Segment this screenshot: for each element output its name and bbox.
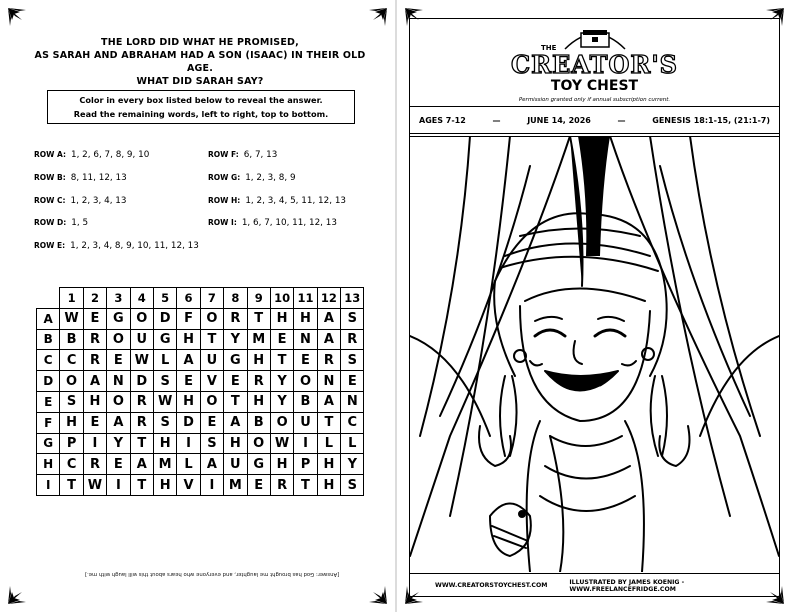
- palm-leaf-corner-icon: [363, 6, 389, 32]
- grid-cell[interactable]: R: [83, 329, 106, 350]
- grid-cell[interactable]: W: [130, 350, 153, 371]
- grid-cell[interactable]: I: [177, 433, 200, 454]
- grid-row-letter: E: [37, 391, 60, 412]
- grid-cell[interactable]: W: [83, 475, 106, 496]
- grid-column-number: 10: [270, 288, 293, 309]
- grid-cell[interactable]: U: [294, 412, 317, 433]
- grid-column-number: 11: [294, 288, 317, 309]
- upside-down-answer: [Answer: God has brought me laughter, and everyone who hears about this will laugh with me.]: [85, 571, 340, 577]
- grid-cell[interactable]: H: [294, 308, 317, 329]
- grid-cell[interactable]: M: [224, 475, 247, 496]
- info-bar: [409, 106, 780, 134]
- grid-column-number: 1: [60, 288, 83, 309]
- grid-row-letter: I: [37, 475, 60, 496]
- grid-cell[interactable]: O: [130, 308, 153, 329]
- row-value: 8, 11, 12, 13: [70, 172, 127, 183]
- question-line: THE LORD DID WHAT HE PROMISED,: [101, 37, 299, 48]
- grid-cell[interactable]: R: [83, 350, 106, 371]
- grid-cell[interactable]: H: [270, 308, 293, 329]
- grid-cell[interactable]: C: [341, 412, 364, 433]
- grid-cell[interactable]: P: [60, 433, 83, 454]
- row-clue: [208, 190, 346, 213]
- grid-row-letter: D: [37, 371, 60, 392]
- grid-cell[interactable]: T: [130, 475, 153, 496]
- grid-cell[interactable]: H: [177, 391, 200, 412]
- grid-cell[interactable]: O: [200, 391, 223, 412]
- palm-leaf-corner-icon: [6, 580, 32, 606]
- grid-cell[interactable]: W: [153, 391, 176, 412]
- grid-cell[interactable]: H: [83, 391, 106, 412]
- grid-cell[interactable]: H: [224, 433, 247, 454]
- grid-cell[interactable]: O: [200, 308, 223, 329]
- grid-column-number: 9: [247, 288, 270, 309]
- row-value: 6, 7, 13: [243, 150, 278, 160]
- grid-cell[interactable]: L: [341, 433, 364, 454]
- grid-cell[interactable]: V: [177, 475, 200, 496]
- grid-cell[interactable]: M: [153, 454, 176, 475]
- grid-row-letter: A: [37, 308, 60, 329]
- grid-row-letter: G: [37, 433, 60, 454]
- row-label: ROW D:: [34, 218, 67, 228]
- palm-leaf-corner-icon: [6, 6, 32, 32]
- grid-column-number: 13: [341, 288, 364, 309]
- grid-row: [37, 412, 364, 433]
- grid-cell[interactable]: R: [130, 391, 153, 412]
- grid-column-number: 2: [83, 288, 106, 309]
- grid-cell[interactable]: E: [294, 350, 317, 371]
- row-value: 1, 2, 3, 4, 8, 9, 10, 11, 12, 13: [70, 241, 199, 252]
- coloring-page: [397, 0, 792, 612]
- row-clue: [34, 235, 199, 258]
- row-clue: [34, 190, 199, 213]
- grid-cell[interactable]: H: [60, 412, 83, 433]
- grid-cell[interactable]: B: [247, 412, 270, 433]
- grid-cell[interactable]: Y: [224, 329, 247, 350]
- grid-cell[interactable]: E: [200, 412, 223, 433]
- row-label: ROW B:: [34, 172, 66, 182]
- grid-cell[interactable]: Y: [270, 391, 293, 412]
- instructions-box: [47, 90, 355, 124]
- grid-header-row: [37, 288, 364, 309]
- grid-cell[interactable]: H: [153, 433, 176, 454]
- permission-note: Permission granted only if annual subscription current.: [518, 97, 671, 103]
- grid-cell[interactable]: N: [107, 371, 130, 392]
- grid-row-letter: F: [37, 412, 60, 433]
- grid-cell[interactable]: R: [317, 350, 340, 371]
- puzzle-question: [20, 36, 380, 88]
- grid-cell[interactable]: O: [60, 371, 83, 392]
- grid-cell[interactable]: A: [83, 371, 106, 392]
- logo-title: CREATOR'S: [510, 50, 679, 79]
- separator: —: [617, 115, 626, 125]
- grid-column-number: 8: [224, 288, 247, 309]
- grid-cell[interactable]: O: [107, 329, 130, 350]
- grid-cell[interactable]: L: [177, 454, 200, 475]
- grid-cell[interactable]: W: [270, 433, 293, 454]
- grid-cell[interactable]: H: [153, 475, 176, 496]
- grid-cell[interactable]: R: [247, 371, 270, 392]
- grid-cell[interactable]: T: [270, 350, 293, 371]
- grid-cell[interactable]: T: [317, 412, 340, 433]
- row-clue: [34, 144, 199, 167]
- grid-row: [37, 391, 364, 412]
- grid-cell[interactable]: N: [317, 371, 340, 392]
- grid-cell[interactable]: E: [83, 412, 106, 433]
- row-value: 1, 2, 3, 4, 5, 11, 12, 13: [245, 195, 347, 206]
- logo-the: THE: [541, 44, 557, 52]
- grid-cell[interactable]: R: [83, 454, 106, 475]
- age-range: AGES 7-12: [419, 115, 466, 125]
- grid-cell[interactable]: T: [224, 391, 247, 412]
- grid-cell[interactable]: V: [200, 371, 223, 392]
- illustrator-credit: ILLUSTRATED BY JAMES KOENIG - WWW.FREELANCEFRIDGE.COM: [569, 578, 685, 593]
- grid-column-number: 12: [317, 288, 340, 309]
- grid-cell[interactable]: F: [177, 308, 200, 329]
- grid-cell[interactable]: S: [153, 371, 176, 392]
- row-label: ROW A:: [34, 150, 66, 159]
- grid-cell[interactable]: G: [153, 329, 176, 350]
- grid-cell[interactable]: T: [130, 433, 153, 454]
- row-label: ROW F:: [208, 150, 239, 159]
- grid-cell[interactable]: A: [177, 350, 200, 371]
- grid-cell[interactable]: Y: [270, 371, 293, 392]
- grid-row-letter: H: [37, 454, 60, 475]
- grid-cell[interactable]: Y: [341, 454, 364, 475]
- toy-chest-icon: [559, 25, 631, 51]
- row-clue: [34, 167, 199, 190]
- grid-cell[interactable]: E: [83, 308, 106, 329]
- website-link[interactable]: WWW.CREATORSTOYCHEST.COM: [435, 582, 548, 589]
- grid-column-number: 7: [200, 288, 223, 309]
- grid-row: [37, 454, 364, 475]
- row-value: 1, 2, 3, 4, 13: [70, 195, 127, 206]
- grid-cell[interactable]: H: [317, 454, 340, 475]
- grid-cell[interactable]: E: [177, 371, 200, 392]
- grid-cell[interactable]: R: [130, 412, 153, 433]
- row-label: ROW H:: [208, 195, 241, 205]
- grid-cell[interactable]: A: [200, 454, 223, 475]
- grid-row-letter: B: [37, 329, 60, 350]
- grid-cell[interactable]: D: [177, 412, 200, 433]
- grid-cell[interactable]: D: [153, 308, 176, 329]
- grid-cell[interactable]: E: [224, 371, 247, 392]
- grid-cell[interactable]: G: [224, 350, 247, 371]
- row-label: ROW I:: [208, 218, 237, 228]
- grid-cell[interactable]: D: [130, 371, 153, 392]
- row-clue: [208, 167, 346, 190]
- grid-cell[interactable]: A: [130, 454, 153, 475]
- grid-cell[interactable]: S: [60, 391, 83, 412]
- palm-leaf-corner-icon: [363, 580, 389, 606]
- grid-cell[interactable]: P: [294, 454, 317, 475]
- row-value: 1, 2, 6, 7, 8, 9, 10: [70, 150, 150, 160]
- grid-cell[interactable]: H: [270, 454, 293, 475]
- instruction-line: Read the remaining words, left to right, top to bottom.: [73, 109, 329, 119]
- grid-cell[interactable]: I: [83, 433, 106, 454]
- grid-cell[interactable]: U: [130, 329, 153, 350]
- row-list-left: [34, 144, 199, 258]
- grid-cell[interactable]: R: [224, 308, 247, 329]
- sarah-coloring-illustration: [410, 136, 779, 572]
- grid-cell[interactable]: S: [153, 412, 176, 433]
- row-value: 1, 6, 7, 10, 11, 12, 13: [241, 218, 337, 229]
- row-list-right: [208, 144, 346, 235]
- grid-cell[interactable]: B: [60, 329, 83, 350]
- grid-cell[interactable]: U: [200, 350, 223, 371]
- grid-cell[interactable]: O: [294, 371, 317, 392]
- grid-cell[interactable]: L: [317, 433, 340, 454]
- grid-cell[interactable]: E: [107, 454, 130, 475]
- row-clue: [208, 212, 346, 235]
- grid-cell[interactable]: A: [317, 391, 340, 412]
- scripture-reference: GENESIS 18:1-15, (21:1-7): [652, 115, 770, 125]
- grid-cell[interactable]: G: [247, 454, 270, 475]
- grid-cell[interactable]: N: [294, 329, 317, 350]
- grid-column-number: 5: [153, 288, 176, 309]
- grid-cell[interactable]: H: [177, 329, 200, 350]
- grid-cell[interactable]: L: [153, 350, 176, 371]
- logo: [409, 20, 780, 110]
- grid-cell[interactable]: S: [341, 308, 364, 329]
- grid-row: [37, 350, 364, 371]
- grid-cell[interactable]: I: [294, 433, 317, 454]
- grid-cell[interactable]: A: [317, 329, 340, 350]
- grid-cell[interactable]: S: [200, 433, 223, 454]
- grid-cell[interactable]: H: [317, 475, 340, 496]
- row-value: 1, 2, 3, 8, 9: [245, 172, 296, 183]
- footer-bar: [409, 573, 780, 597]
- grid-cell[interactable]: T: [60, 475, 83, 496]
- question-line: AS SARAH AND ABRAHAM HAD A SON (ISAAC) IN THEIR OLD AGE.: [34, 50, 366, 74]
- grid-cell[interactable]: T: [247, 308, 270, 329]
- grid-cell[interactable]: O: [247, 433, 270, 454]
- question-line: WHAT DID SARAH SAY?: [136, 76, 264, 87]
- grid-cell[interactable]: S: [341, 350, 364, 371]
- activity-page: [0, 0, 395, 612]
- row-label: ROW C:: [34, 195, 66, 205]
- grid-cell[interactable]: B: [294, 391, 317, 412]
- grid-cell[interactable]: G: [107, 308, 130, 329]
- grid-row: [37, 329, 364, 350]
- lesson-date: JUNE 14, 2026: [527, 115, 591, 125]
- grid-cell[interactable]: C: [60, 454, 83, 475]
- grid-row: [37, 475, 364, 496]
- grid-cell[interactable]: H: [247, 391, 270, 412]
- grid-cell[interactable]: R: [341, 329, 364, 350]
- grid-cell[interactable]: N: [341, 391, 364, 412]
- grid-cell[interactable]: O: [270, 412, 293, 433]
- grid-cell[interactable]: A: [317, 308, 340, 329]
- grid-row: [37, 308, 364, 329]
- grid-row-letter: C: [37, 350, 60, 371]
- grid-row: [37, 371, 364, 392]
- grid-cell[interactable]: E: [341, 371, 364, 392]
- grid-column-number: 6: [177, 288, 200, 309]
- grid-cell[interactable]: C: [60, 350, 83, 371]
- row-label: ROW E:: [34, 241, 66, 251]
- grid-cell[interactable]: H: [247, 350, 270, 371]
- row-clue: [34, 212, 199, 235]
- grid-column-number: 3: [107, 288, 130, 309]
- grid-row: [37, 433, 364, 454]
- row-value: 1, 5: [71, 218, 89, 229]
- grid-cell[interactable]: I: [107, 475, 130, 496]
- instruction-line: Color in every box listed below to reveal the answer.: [79, 95, 323, 105]
- grid-cell[interactable]: T: [200, 329, 223, 350]
- grid-cell[interactable]: A: [107, 412, 130, 433]
- grid-cell[interactable]: R: [270, 475, 293, 496]
- row-clue: [208, 144, 346, 167]
- logo-subtitle: TOY CHEST: [550, 78, 639, 94]
- grid-cell[interactable]: O: [107, 391, 130, 412]
- row-label: ROW G:: [208, 172, 241, 182]
- grid-cell[interactable]: T: [294, 475, 317, 496]
- grid-cell[interactable]: E: [247, 475, 270, 496]
- grid-cell[interactable]: A: [224, 412, 247, 433]
- grid-cell[interactable]: E: [107, 350, 130, 371]
- grid-cell[interactable]: M: [247, 329, 270, 350]
- letter-grid: [36, 287, 364, 496]
- grid-column-number: 4: [130, 288, 153, 309]
- grid-cell[interactable]: E: [270, 329, 293, 350]
- grid-cell[interactable]: U: [224, 454, 247, 475]
- grid-cell[interactable]: S: [341, 475, 364, 496]
- grid-cell[interactable]: Y: [107, 433, 130, 454]
- grid-corner-cell: [37, 288, 60, 309]
- grid-cell[interactable]: I: [200, 475, 223, 496]
- grid-cell[interactable]: W: [60, 308, 83, 329]
- separator: —: [492, 115, 501, 125]
